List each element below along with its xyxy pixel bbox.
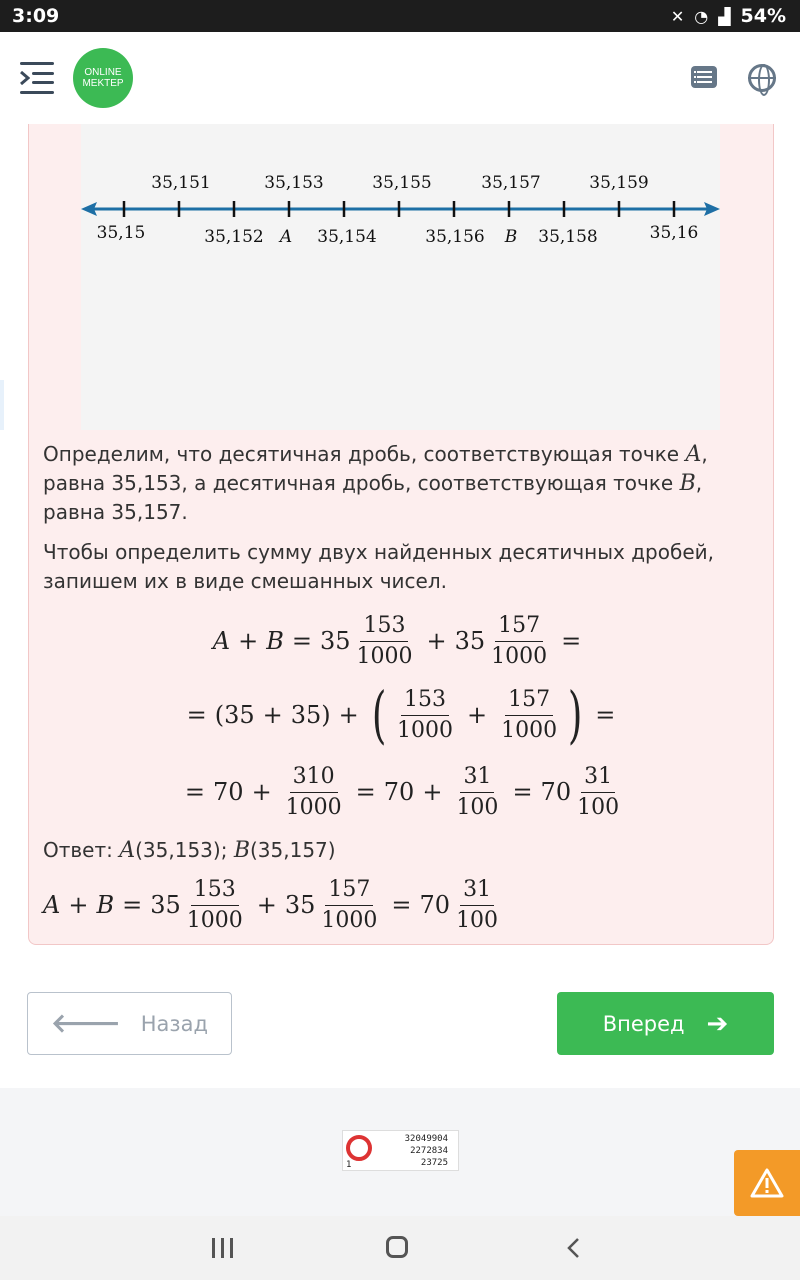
- tick-label: 35,153: [264, 173, 324, 193]
- tick-label: 35,152: [204, 227, 264, 247]
- formula-line-3: = 70 + $\frac{310}{1000}$ = 70 + $\frac{31}{100}$ = 70 $\frac{31}{100}$: [184, 763, 620, 820]
- visit-counter[interactable]: 32049904 2272834 23725 1: [342, 1130, 459, 1171]
- counter-logo-icon: [346, 1135, 372, 1161]
- tick-label: 35,154: [317, 227, 377, 247]
- globe-icon[interactable]: [748, 64, 776, 92]
- report-warning-button[interactable]: [734, 1150, 800, 1216]
- back-button-label: Назад: [140, 1011, 208, 1036]
- logo-text-line2: MEKTEP: [82, 78, 124, 89]
- answer-formula: A + B = 35 $\frac{153}{1000}$ + 35 $\frac{157}{1000}$ = 70 $\frac{31}{100}$: [43, 876, 499, 933]
- number-line: [81, 124, 720, 430]
- explanation-paragraph-2: Чтобы определить сумму двух найденных десятичных дробей, запишем их в виде смешанных чисел.: [43, 540, 714, 593]
- chevron-right-icon: [20, 71, 30, 85]
- app-bar: [0, 32, 800, 124]
- tick-label: 35,15: [96, 223, 146, 243]
- arrow-right-icon: ➔: [706, 1008, 729, 1039]
- formula-line-2: = ( 35 + 35 ) + ( $\frac{153}{1000}$ + $\frac{157}{1000}$ ) =: [186, 678, 616, 751]
- next-button-label: Вперед: [602, 1011, 685, 1036]
- next-button[interactable]: [557, 992, 774, 1055]
- back-button[interactable]: [27, 992, 232, 1055]
- home-icon[interactable]: [386, 1236, 408, 1258]
- tick-label: 35,158: [538, 227, 598, 247]
- menu-icon[interactable]: [20, 62, 54, 94]
- list-icon[interactable]: [691, 66, 717, 88]
- back-icon[interactable]: [566, 1238, 580, 1258]
- tick-label: 35,159: [589, 173, 649, 193]
- mute-icon: ✕: [670, 6, 685, 26]
- battery-level: 54%: [740, 5, 786, 27]
- tick-label: 35,16: [649, 223, 699, 243]
- side-tab[interactable]: [0, 380, 4, 430]
- point-a-label: A: [279, 227, 293, 247]
- status-time: 3:09: [12, 5, 60, 27]
- tick-label: 35,157: [481, 173, 541, 193]
- logo-text-line1: ONLINE: [84, 67, 122, 78]
- point-b-label: B: [504, 227, 518, 247]
- formula-line-1: A + B = 35 $\frac{153}{1000}$ + 35 $\frac{157}{1000}$ =: [212, 612, 582, 669]
- number-line-figure: [81, 124, 720, 430]
- status-icons: [671, 5, 786, 27]
- warning-icon: [750, 1168, 784, 1198]
- signal-icon: ▟: [718, 6, 731, 26]
- recent-apps-icon[interactable]: [212, 1238, 234, 1258]
- tick-label: 35,156: [425, 227, 485, 247]
- explanation-paragraph-1: Определим, что десятичная дробь, соответствующая точке A, равна 35,153, а десятичная дробь, соответствующая точке B, равна 35,157.: [43, 442, 708, 524]
- tick-label: 35,151: [151, 173, 211, 193]
- tick-label: 35,155: [372, 173, 432, 193]
- arrow-left-icon: 🡐: [51, 1009, 121, 1039]
- wifi-icon: ◔: [694, 6, 709, 26]
- status-bar: [0, 0, 800, 32]
- system-nav-bar: [0, 1216, 800, 1280]
- online-mektep-logo[interactable]: [73, 48, 133, 108]
- answer-line: Ответ: A(35,153); B(35,157): [43, 838, 336, 863]
